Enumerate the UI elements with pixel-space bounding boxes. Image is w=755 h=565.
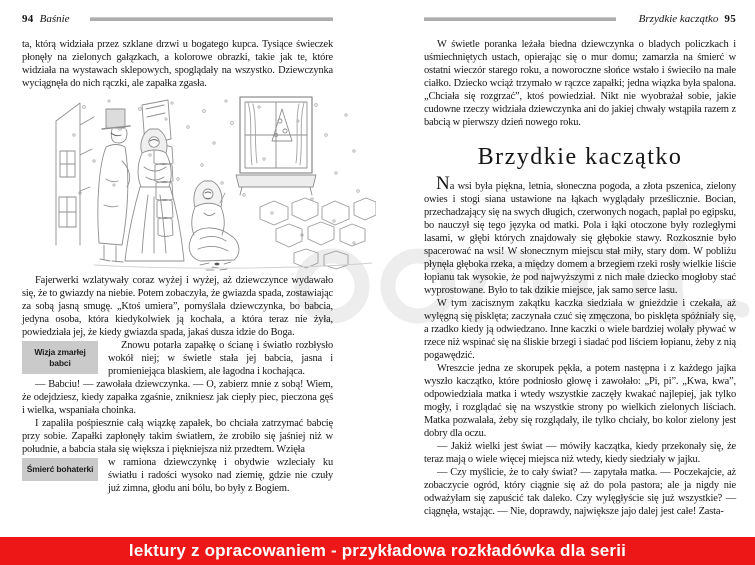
promo-banner-text: lektury z opracowaniem - przykładowa rozkładówka dla serii bbox=[128, 541, 627, 560]
paragraph-text: w ramiona dziewczynkę i obydwie wzleciały ku światłu i radości wysoko nad ziemię, gdzie nie czuły już zimna, głodu ani bólu, bo były z Bogiem. bbox=[108, 457, 333, 494]
paragraph bbox=[424, 173, 736, 297]
paragraph-text: Znowu potarła zapałkę o ścianę i światło rozbłysło wokół niej; w świetle stała jej babcia, jasna i promieniejąca blaskiem, ale łagodna i kochająca. bbox=[108, 340, 333, 377]
drop-cap: N bbox=[436, 173, 450, 194]
paragraph-text: I zapaliła pośpiesznie całą wiązkę zapałek, bo chciała zatrzymać babcię przy sobie. Zapałki zapłonęły takim światłem, że zrobiło się jaśniej niż w południe, a babcia stała się większa i piękniejsza niż przedtem. Wzięła bbox=[22, 418, 333, 455]
right-page-header bbox=[424, 13, 736, 25]
paragraph-text: — Jakiż wielki jest świat — mówiły kaczątka, kiedy przekonały się, że teraz mają o wiele więcej miejsca niż wtedy, kiedy siedziały w jajku. bbox=[424, 441, 736, 465]
paragraph-text: ta, którą widziała przez szklane drzwi u bogatego kupca. Tysiące świeczek płonęły na zielonych gałązkach, a kolorowe obrazki, takie jak te, które widziała na wystawach sklepowych, spoglądały na wszystko. Dziewczynka wyciągnęła do nich rączki, ale zapałka zgasła. bbox=[22, 39, 333, 89]
paragraph-text: W tym zacisznym zakątku kaczka siedziała w gnieździe i czekała, aż wylęgną się pisklęta; zaczynała czuć się zmęczona, bo pisklęta spóźniały się, a rzadko kiedy ją odwiedzano. Inne kaczki o wiele bardziej wolały pływać w rzece niż wspinać się na śliskie brzegi i siadać pod liściem łopianu, żeby z nią pogawędzić. bbox=[424, 298, 737, 361]
paragraph-text: Fajerwerki wzlatywały coraz wyżej i wyżej, aż dziewczynce wydawało się, że to gwiazdy na niebie. Potem zobaczyła, że gwiazda spada, zostawiając za sobą jasną smugę. „Ktoś umiera”, pomyślała dziewczynka, bo babcia, jedyna osoba, która kiedykolwiek ją kochała, a która teraz nie żyła, powiedziała jej, że kiedy gwiazda spada, jakaś dusza idzie do Boga. bbox=[22, 275, 333, 338]
header-rule bbox=[90, 17, 333, 21]
left-page bbox=[22, 13, 333, 495]
paragraph bbox=[424, 38, 736, 129]
running-title: Baśnie bbox=[39, 13, 70, 25]
paragraph bbox=[424, 297, 736, 362]
paragraph-text: Wreszcie jedna ze skorupek pękła, a potem następna i z każdego jajka wyszło kaczątko, które podniosło głowę i zawołało: „Pi, pi”. „Kwa, kwa”, odpowiedziała matka i wtedy wszystkie zaczęły kwakać najlepiej, jak tylko mogły, i rozglądać się na wszystkie strony po wielkich zielonych liściach. Matka pozwalała, żeby się rozglądały, ile tylko chciały, bo kolor zielony jest dobry dla oczu. bbox=[424, 363, 736, 439]
running-title: Brzydkie kaczątko bbox=[638, 13, 719, 25]
margin-note-vision: Wizja zmarłej babci bbox=[22, 341, 98, 374]
chapter-title: Brzydkie kaczątko bbox=[477, 144, 683, 170]
promo-banner bbox=[0, 537, 755, 565]
paragraph-text: a wsi była piękna, letnia, słoneczna pogoda, a złota pszenica, zielony owies i stogi siana ustawione na łąkach wyglądały prześlicznie. Bocian, przechadzający się na swych długich, czerwonych nogach, paplał po egipsku, bo nauczył się tego języka od matki. Pola i łąki otoczone były rozległymi lasami, w głębi których znajdowały się głębokie stawy. Rozkosznie było spacerować na wsi! W słonecznym miejscu stał miły, stary dom. W pobliżu płynęła głęboka rzeka, a między domem a brzegiem rzeki rosły wielkie liście łopianu tak wysokie, że pod najwyższymi z nich małe dziecko mogłoby stać wyprostowane. Było to tak dzikie miejsce, jak samo serce lasu. bbox=[424, 181, 736, 296]
paragraph bbox=[22, 339, 333, 378]
margin-note-death: Śmierć bohaterki bbox=[22, 458, 98, 481]
paragraph bbox=[424, 362, 736, 440]
paragraph-text: — Czy myślicie, że to cały świat? — zapytała matka. — Poczekajcie, aż zobaczycie ogród, który ciągnie się aż do pola pastora; ale ja nigdy nie odważyłam się zapuścić tak daleko. Czy wylęgłyście się już wszystkie? — ciągnęła, wstając. — Nie, doprawdy, największe jajo dalej jest całe! Zasta- bbox=[424, 467, 736, 517]
story-illustration bbox=[54, 95, 375, 271]
paragraph bbox=[22, 378, 333, 417]
paragraph bbox=[22, 417, 333, 456]
paragraph bbox=[22, 274, 333, 339]
page-number: 94 bbox=[22, 13, 34, 25]
paragraph-text: — Babciu! — zawołała dziewczynka. — O, zabierz mnie z sobą! Wiem, że odejdziesz, kiedy zapałka zgaśnie, znikniesz jak ciepły piec, pieczona gęś i wielka, wspaniała choinka. bbox=[22, 379, 333, 416]
paragraph bbox=[424, 440, 736, 466]
paragraph bbox=[22, 456, 333, 495]
left-page-header bbox=[22, 13, 333, 25]
paragraph bbox=[424, 466, 736, 518]
paragraph-text: W świetle poranka leżała biedna dziewczynka o bladych policzkach i uśmiechniętych ustach, opierając się o mur domu; zamarzła na śmierć w ostatni wieczór starego roku, a noworoczne słońce wstało i świeciło na małe ciałko. Dziecko wciąż trzymało w rączce zapałki; jedna wiązka była spalona. „Chciała się rozgrzać”, ktoś powiedział. Nikt nie wyobrażał sobie, jakie cudowne rzeczy widziała dziewczynka ani do jakiej chwały wstąpiła razem z babcią w pierwszy dzień nowego roku. bbox=[424, 39, 736, 128]
paragraph bbox=[22, 38, 333, 90]
header-rule bbox=[424, 17, 616, 21]
right-page bbox=[424, 13, 736, 518]
page-number: 95 bbox=[724, 13, 736, 25]
